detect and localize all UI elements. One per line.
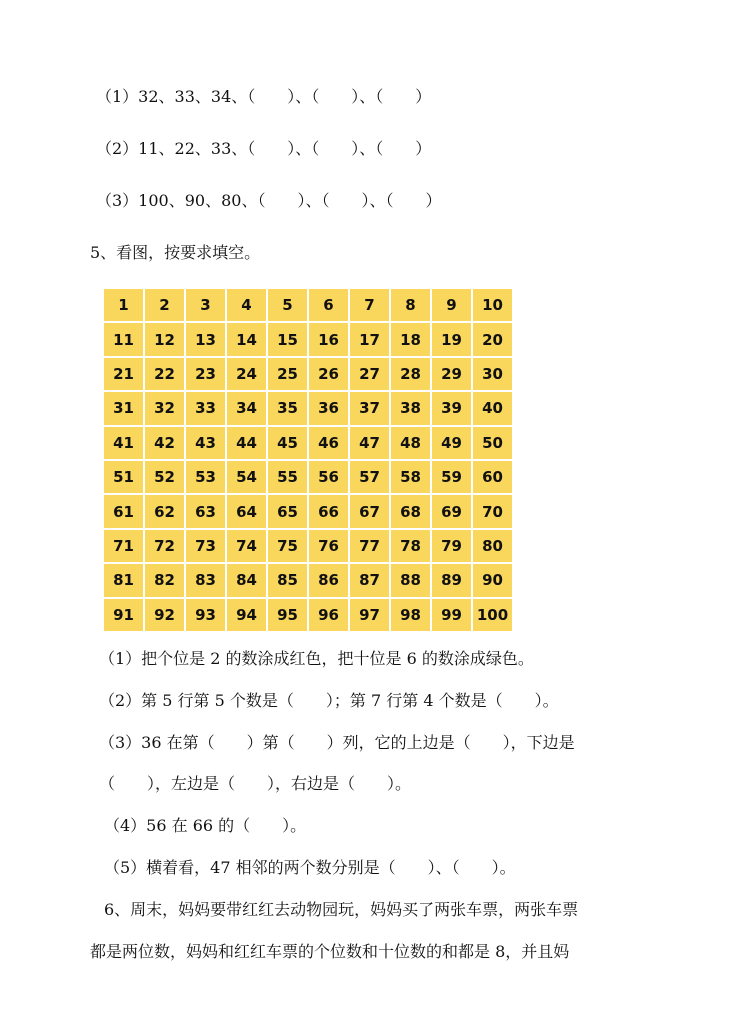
grid-cell: 6: [309, 289, 348, 321]
grid-cell: 26: [309, 358, 348, 390]
grid-cell: 28: [391, 358, 430, 390]
grid-cell: 88: [391, 564, 430, 596]
grid-cell: 59: [432, 461, 471, 493]
grid-cell: 98: [391, 599, 430, 631]
grid-cell: 1: [104, 289, 143, 321]
grid-cell: 27: [350, 358, 389, 390]
grid-cell: 4: [227, 289, 266, 321]
grid-cell: 79: [432, 530, 471, 562]
grid-cell: 46: [309, 427, 348, 459]
grid-cell: 76: [309, 530, 348, 562]
grid-cell: 75: [268, 530, 307, 562]
sequence-2: （2）11、22、33、（ ）、（ ）、（ ）: [96, 139, 432, 158]
grid-cell: 77: [350, 530, 389, 562]
grid-cell: 40: [473, 392, 512, 424]
grid-cell: 39: [432, 392, 471, 424]
grid-cell: 62: [145, 495, 184, 527]
grid-cell: 11: [104, 323, 143, 355]
grid-cell: 80: [473, 530, 512, 562]
grid-cell: 43: [186, 427, 225, 459]
grid-cell: 70: [473, 495, 512, 527]
grid-cell: 55: [268, 461, 307, 493]
grid-cell: 65: [268, 495, 307, 527]
grid-cell: 82: [145, 564, 184, 596]
grid-cell: 49: [432, 427, 471, 459]
grid-cell: 2: [145, 289, 184, 321]
grid-cell: 74: [227, 530, 266, 562]
grid-cell: 24: [227, 358, 266, 390]
grid-cell: 58: [391, 461, 430, 493]
grid-cell: 78: [391, 530, 430, 562]
grid-cell: 47: [350, 427, 389, 459]
grid-cell: 51: [104, 461, 143, 493]
grid-cell: 99: [432, 599, 471, 631]
grid-cell: 83: [186, 564, 225, 596]
grid-cell: 34: [227, 392, 266, 424]
grid-cell: 14: [227, 323, 266, 355]
grid-cell: 60: [473, 461, 512, 493]
grid-cell: 86: [309, 564, 348, 596]
grid-cell: 84: [227, 564, 266, 596]
hundred-chart: [104, 289, 512, 631]
grid-cell: 5: [268, 289, 307, 321]
grid-cell: 31: [104, 392, 143, 424]
grid-cell: 19: [432, 323, 471, 355]
grid-cell: 97: [350, 599, 389, 631]
sequence-3: （3）100、90、80、（ ）、（ ）、（ ）: [96, 191, 442, 210]
grid-cell: 21: [104, 358, 143, 390]
grid-cell: 12: [145, 323, 184, 355]
grid-cell: 45: [268, 427, 307, 459]
grid-cell: 44: [227, 427, 266, 459]
grid-cell: 53: [186, 461, 225, 493]
grid-cell: 23: [186, 358, 225, 390]
grid-cell: 20: [473, 323, 512, 355]
grid-cell: 30: [473, 358, 512, 390]
grid-cell: 69: [432, 495, 471, 527]
grid-cell: 38: [391, 392, 430, 424]
grid-cell: 35: [268, 392, 307, 424]
grid-cell: 17: [350, 323, 389, 355]
grid-cell: 71: [104, 530, 143, 562]
grid-cell: 85: [268, 564, 307, 596]
grid-cell: 36: [309, 392, 348, 424]
grid-cell: 29: [432, 358, 471, 390]
grid-cell: 18: [391, 323, 430, 355]
question-5-heading: 5、看图，按要求填空。: [90, 243, 261, 262]
grid-cell: 50: [473, 427, 512, 459]
grid-cell: 61: [104, 495, 143, 527]
grid-cell: 56: [309, 461, 348, 493]
q5-sub3-line1: （3）36 在第（ ）第（ ）列，它的上边是（ ），下边是: [99, 733, 575, 752]
q5-sub1: （1）把个位是 2 的数涂成红色，把十位是 6 的数涂成绿色。: [99, 649, 534, 668]
grid-cell: 89: [432, 564, 471, 596]
grid-cell: 68: [391, 495, 430, 527]
grid-cell: 8: [391, 289, 430, 321]
grid-cell: 92: [145, 599, 184, 631]
grid-cell: 72: [145, 530, 184, 562]
q5-sub2: （2）第 5 行第 5 个数是（ ）；第 7 行第 4 个数是（ ）。: [99, 691, 559, 710]
grid-cell: 32: [145, 392, 184, 424]
grid-cell: 10: [473, 289, 512, 321]
grid-cell: 66: [309, 495, 348, 527]
grid-cell: 93: [186, 599, 225, 631]
grid-cell: 57: [350, 461, 389, 493]
grid-cell: 52: [145, 461, 184, 493]
q5-sub3-line2: （ ），左边是（ ），右边是（ ）。: [99, 774, 412, 793]
grid-cell: 13: [186, 323, 225, 355]
question-6-line1: 6、周末，妈妈要带红红去动物园玩，妈妈买了两张车票，两张车票: [104, 900, 579, 919]
grid-cell: 22: [145, 358, 184, 390]
grid-cell: 73: [186, 530, 225, 562]
grid-cell: 63: [186, 495, 225, 527]
grid-cell: 90: [473, 564, 512, 596]
grid-cell: 42: [145, 427, 184, 459]
grid-cell: 64: [227, 495, 266, 527]
grid-cell: 96: [309, 599, 348, 631]
grid-cell: 100: [473, 599, 512, 631]
grid-cell: 67: [350, 495, 389, 527]
grid-cell: 48: [391, 427, 430, 459]
grid-cell: 81: [104, 564, 143, 596]
grid-cell: 16: [309, 323, 348, 355]
grid-cell: 25: [268, 358, 307, 390]
q5-sub5: （5）横着看，47 相邻的两个数分别是（ ）、（ ）。: [104, 858, 516, 877]
grid-cell: 54: [227, 461, 266, 493]
grid-cell: 95: [268, 599, 307, 631]
grid-cell: 3: [186, 289, 225, 321]
q5-sub4: （4）56 在 66 的（ ）。: [104, 816, 307, 835]
grid-cell: 33: [186, 392, 225, 424]
grid-cell: 37: [350, 392, 389, 424]
grid-cell: 15: [268, 323, 307, 355]
grid-cell: 91: [104, 599, 143, 631]
sequence-1: （1）32、33、34、（ ）、（ ）、（ ）: [96, 87, 432, 106]
grid-cell: 41: [104, 427, 143, 459]
grid-cell: 94: [227, 599, 266, 631]
grid-cell: 87: [350, 564, 389, 596]
question-6-line2: 都是两位数，妈妈和红红车票的个位数和十位数的和都是 8，并且妈: [90, 942, 570, 961]
grid-cell: 9: [432, 289, 471, 321]
grid-cell: 7: [350, 289, 389, 321]
